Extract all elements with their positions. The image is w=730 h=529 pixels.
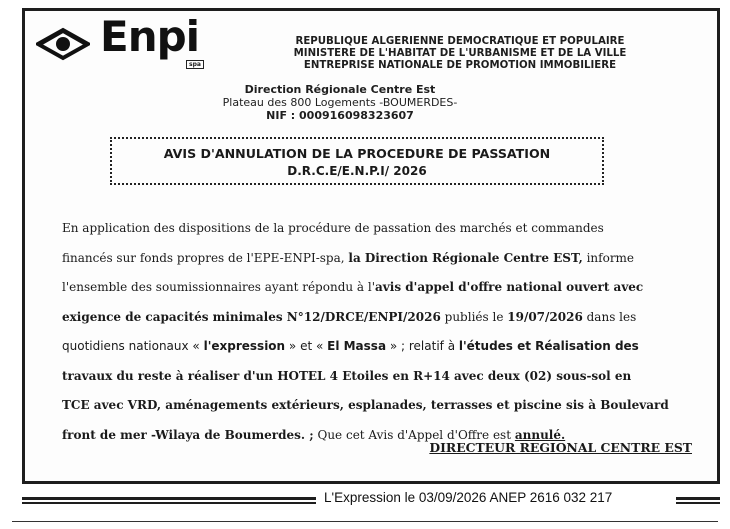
footer-publication: L'Expression le 03/09/2026 ANEP 2616 032 217 <box>324 490 613 505</box>
body-bold: El Massa <box>327 339 387 353</box>
body-line <box>62 391 682 421</box>
body-bold: front de mer -Wilaya de Boumerdes. ; <box>62 427 314 442</box>
body-bold: exigence de capacités minimales N°12/DRCE/ENPI/2026 <box>62 309 441 324</box>
body-text: dans les <box>582 309 637 324</box>
body-text: informe <box>582 250 635 265</box>
body-bold: travaux du reste à réaliser d'un HOTEL 4 Etoiles en R+14 avec deux (02) sous-sol en <box>62 368 632 383</box>
body-bold: l'expression <box>203 339 286 353</box>
body-line <box>62 244 682 274</box>
direction-address: Plateau des 800 Logements -BOUMERDES- <box>222 96 458 109</box>
body-line <box>62 332 682 362</box>
body-bold: avis d'appel d'offre national ouvert avec <box>375 280 644 294</box>
body-bold: la Direction Régionale Centre EST, <box>348 250 583 265</box>
notice-body <box>62 214 682 450</box>
body-bold: l'études et Réalisation des <box>458 339 639 353</box>
body-bold: 19/07/2026 <box>507 309 583 324</box>
notice-title-box <box>110 137 604 185</box>
header-republic: REPUBLIQUE ALGERIENNE DEMOCRATIQUE ET POPULAIRE <box>295 36 625 47</box>
body-line <box>62 362 682 392</box>
direction-name: Direction Régionale Centre Est <box>244 83 436 96</box>
footer-rule-right <box>676 497 720 504</box>
header-block <box>250 36 670 72</box>
body-text: Que cet Avis d'Appel d'Offre est <box>313 427 515 442</box>
body-line <box>62 303 682 333</box>
body-text: En application des dispositions de la procédure de passation des marchés et commandes <box>62 221 604 235</box>
body-text: l'ensemble des soumissionnaires ayant répondu à l' <box>62 280 376 294</box>
annulled-word: annulé. <box>514 427 566 442</box>
body-line <box>62 273 682 303</box>
header-ministry: MINISTERE DE L'HABITAT DE L'URBANISME ET DE LA VILLE <box>293 48 627 59</box>
header-enterprise: ENTREPRISE NATIONALE DE PROMOTION IMMOBILIERE <box>303 60 617 71</box>
logo-text: Enpi <box>100 12 200 61</box>
direction-block <box>180 83 500 122</box>
body-bold: TCE avec VRD, aménagements extérieurs, esplanades, terrasses et piscine sis à Boulevard <box>62 398 669 412</box>
notice-title: AVIS D'ANNULATION DE LA PROCEDURE DE PASSATION <box>163 146 551 161</box>
body-text: financés sur fonds propres de l'EPE-ENPI-spa, <box>62 250 349 265</box>
body-text: quotidiens nationaux « <box>62 339 204 353</box>
enpi-logo <box>36 12 236 74</box>
notice-reference: D.R.C.E/E.N.P.I/ 2026 <box>287 164 427 178</box>
body-line <box>62 214 682 244</box>
footer-rule-left <box>22 497 316 504</box>
bottom-divider <box>12 521 718 522</box>
direction-nif: NIF : 000916098323607 <box>266 109 414 122</box>
body-text: » et « <box>285 339 328 353</box>
enpi-eye-icon <box>36 26 90 62</box>
body-text: » ; relatif à <box>386 339 459 353</box>
signature: DIRECTEUR REGIONAL CENTRE EST <box>429 440 692 455</box>
body-text: publiés le <box>440 309 508 324</box>
logo-spa: spa <box>186 60 204 69</box>
